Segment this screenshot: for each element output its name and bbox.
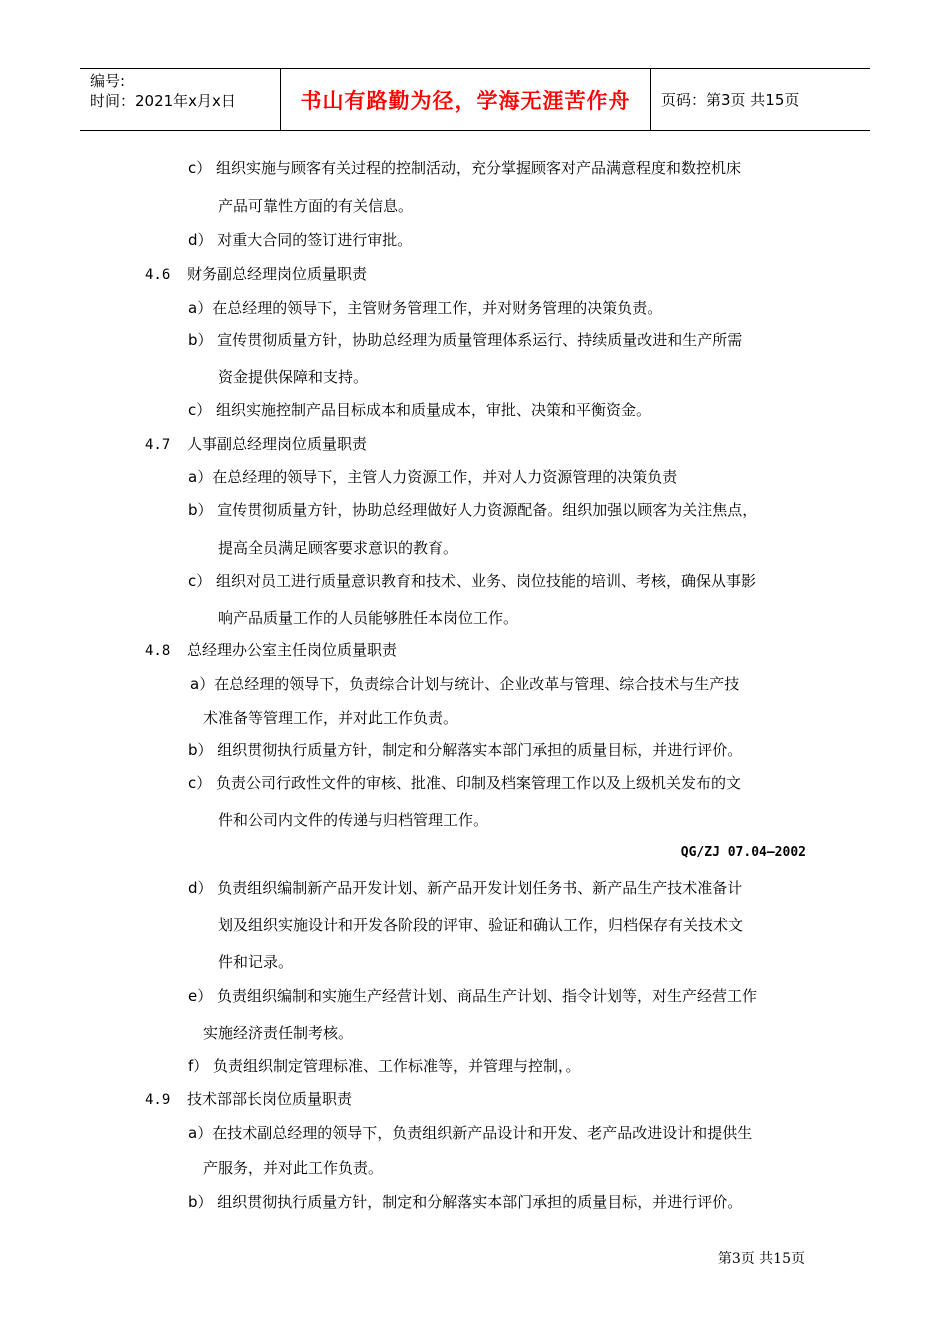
- section-number: 4.6: [145, 267, 171, 283]
- list-item: c） 组织实施与顾客有关过程的控制活动，充分掌握顾客对产品满意程度和数控机床: [188, 159, 742, 177]
- list-item-continuation: 响产品质量工作的人员能够胜任本岗位工作。: [218, 609, 519, 627]
- list-item-continuation: 产服务，并对此工作负责。: [203, 1159, 384, 1177]
- section-title: 人事副总经理岗位质量职责: [187, 435, 368, 453]
- page-footer: 第3页 共15页: [717, 1251, 805, 1267]
- list-item: a）在技术副总经理的领导下，负责组织新产品设计和开发、老产品改进设计和提供生: [188, 1124, 753, 1142]
- section-number: 4.8: [145, 643, 171, 659]
- header-page-label: 页码：第3页 共15页: [661, 91, 800, 109]
- list-item-continuation: 件和记录。: [218, 953, 294, 971]
- header-meta: [80, 69, 281, 130]
- list-item: d） 对重大合同的签订进行审批。: [188, 231, 413, 249]
- section-title: 总经理办公室主任岗位质量职责: [187, 641, 398, 659]
- list-item: a）在总经理的领导下，主管人力资源工作，并对人力资源管理的决策负责: [188, 468, 678, 486]
- document-code: QG/ZJ 07.04–2002: [680, 845, 806, 860]
- list-item: a）在总经理的领导下，负责综合计划与统计、企业改革与管理、综合技术与生产技: [190, 675, 740, 693]
- section-title: 技术部部长岗位质量职责: [187, 1090, 353, 1108]
- section-heading: [145, 434, 367, 455]
- list-item-continuation: 产品可靠性方面的有关信息。: [218, 197, 414, 215]
- list-item-continuation: 资金提供保障和支持。: [218, 368, 369, 386]
- list-item: a）在总经理的领导下，主管财务管理工作，并对财务管理的决策负责。: [188, 299, 663, 317]
- list-item-continuation: 提高全员满足顾客要求意识的教育。: [218, 539, 459, 557]
- section-number: 4.9: [145, 1092, 171, 1108]
- section-number: 4.7: [145, 437, 171, 453]
- section-title: 财务副总经理岗位质量职责: [187, 265, 368, 283]
- list-item: b） 宣传贯彻质量方针，协助总经理为质量管理体系运行、持续质量改进和生产所需: [188, 331, 743, 349]
- list-item: c） 负责公司行政性文件的审核、批准、印制及档案管理工作以及上级机关发布的文: [188, 774, 742, 792]
- list-item: c） 组织实施控制产品目标成本和质量成本，审批、决策和平衡资金。: [188, 401, 652, 419]
- time-label: 时间：2021年x月x日: [90, 92, 236, 110]
- section-heading: [145, 640, 397, 661]
- list-item-continuation: 实施经济责任制考核。: [203, 1024, 354, 1042]
- list-item: f） 负责组织制定管理标准、工作标准等，并管理与控制，。: [188, 1057, 581, 1075]
- header-motto: 书山有路勤为径，学海无涯苦作舟: [281, 69, 651, 130]
- list-item-continuation: 术准备等管理工作，并对此工作负责。: [203, 709, 459, 727]
- list-item-continuation: 件和公司内文件的传递与归档管理工作。: [218, 811, 489, 829]
- section-heading: [145, 1089, 352, 1110]
- list-item: b） 组织贯彻执行质量方针，制定和分解落实本部门承担的质量目标，并进行评价。: [188, 1193, 743, 1211]
- list-item-continuation: 划及组织实施设计和开发各阶段的评审、验证和确认工作，归档保存有关技术文: [218, 916, 744, 934]
- section-heading: [145, 264, 367, 285]
- list-item: e） 负责组织编制和实施生产经营计划、商品生产计划、指令计划等，对生产经营工作: [188, 987, 758, 1005]
- list-item: c） 组织对员工进行质量意识教育和技术、业务、岗位技能的培训、考核，确保从事影: [188, 572, 757, 590]
- page-header: [80, 68, 870, 131]
- number-label: 编号:: [90, 72, 126, 90]
- list-item: d） 负责组织编制新产品开发计划、新产品开发计划任务书、新产品生产技术准备计: [188, 879, 743, 897]
- list-item: b） 组织贯彻执行质量方针，制定和分解落实本部门承担的质量目标，并进行评价。: [188, 741, 743, 759]
- list-item: b） 宣传贯彻质量方针，协助总经理做好人力资源配备。组织加强以顾客为关注焦点，: [188, 501, 758, 519]
